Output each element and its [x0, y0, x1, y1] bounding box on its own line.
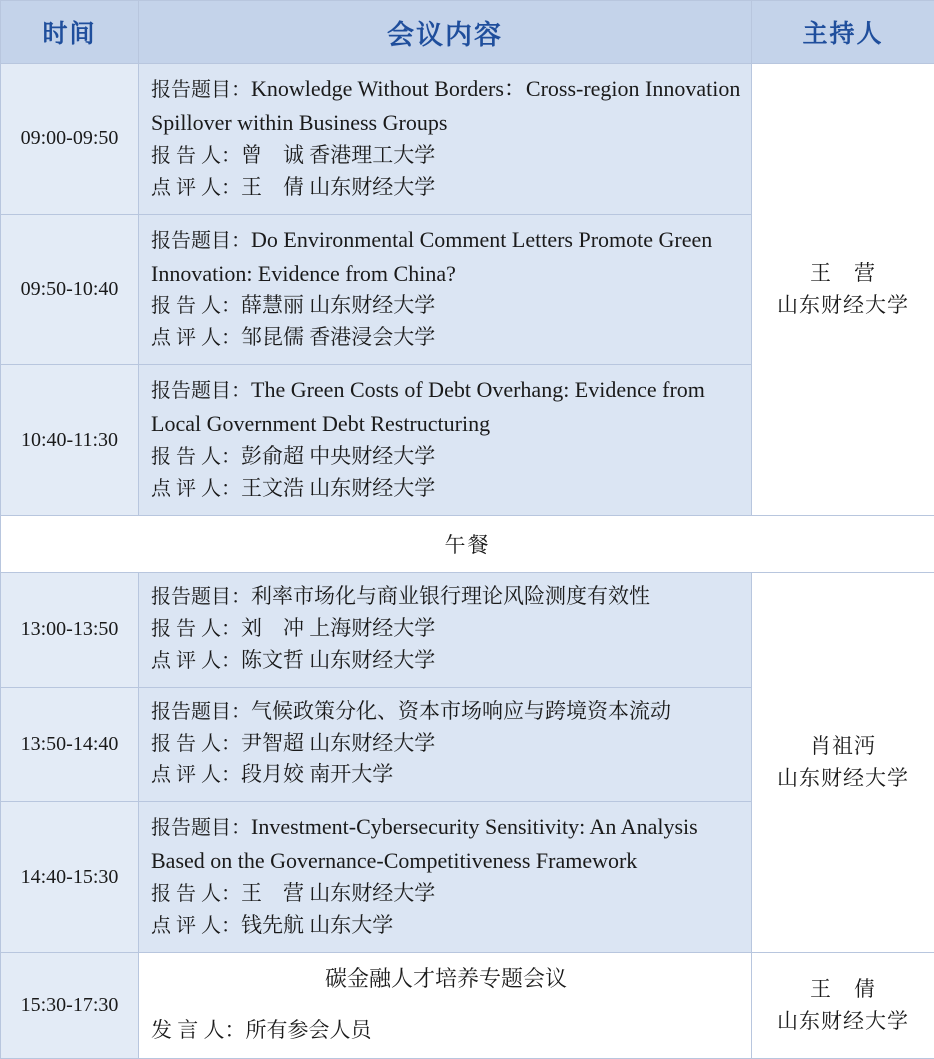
session-presenter-line	[151, 441, 741, 473]
table-row	[1, 572, 934, 687]
host-name: 王 倩	[752, 973, 934, 1006]
label-title: 报告题目：	[151, 380, 251, 402]
session-title-line	[151, 223, 741, 291]
label-discussant: 点 评 人：	[151, 327, 241, 349]
label-presenter: 报 告 人：	[151, 733, 241, 755]
session-presenter: 彭俞超 中央财经大学	[241, 444, 435, 468]
label-title: 报告题目：	[151, 230, 251, 252]
session-time: 13:50-14:40	[1, 687, 139, 802]
session-presenter: 尹智超 山东财经大学	[241, 731, 435, 755]
label-presenter: 报 告 人：	[151, 295, 241, 317]
session-content	[139, 64, 752, 215]
table-row-special	[1, 952, 934, 1058]
session-title: The Green Costs of Debt Overhang: Evidence from Local Government Debt Restructuring	[151, 377, 705, 436]
session-time: 10:40-11:30	[1, 365, 139, 516]
session-presenter-line	[151, 290, 741, 322]
session-title: 利率市场化与商业银行理论风险测度有效性	[251, 584, 650, 608]
session-time: 09:50-10:40	[1, 214, 139, 365]
session-presenter-line	[151, 613, 741, 645]
label-title: 报告题目：	[151, 817, 251, 839]
session-discussant-line	[151, 645, 741, 677]
session-discussant-line	[151, 172, 741, 204]
session-discussant: 段月姣 南开大学	[241, 762, 393, 786]
column-header-time: 时间	[1, 1, 139, 64]
session-time: 09:00-09:50	[1, 64, 139, 215]
label-presenter: 报 告 人：	[151, 883, 241, 905]
host-name: 肖祖沔	[752, 730, 934, 763]
label-presenter: 报 告 人：	[151, 145, 241, 167]
session-presenter: 薛慧丽 山东财经大学	[241, 293, 435, 317]
session-time: 14:40-15:30	[1, 802, 139, 953]
column-header-host: 主持人	[752, 1, 934, 64]
host-org: 山东财经大学	[752, 1005, 934, 1038]
label-title: 报告题目：	[151, 586, 251, 608]
label-speaker: 发 言 人：	[151, 1018, 246, 1042]
session-content	[139, 365, 752, 516]
session-host	[752, 952, 934, 1058]
session-discussant-line	[151, 759, 741, 791]
session-discussant-line	[151, 322, 741, 354]
session-discussant: 邹昆儒 香港浸会大学	[241, 325, 435, 349]
session-presenter-line	[151, 140, 741, 172]
session-discussant: 钱先航 山东大学	[241, 913, 393, 937]
label-presenter: 报 告 人：	[151, 618, 241, 640]
label-discussant: 点 评 人：	[151, 177, 241, 199]
table-row-lunch	[1, 515, 934, 572]
label-discussant: 点 评 人：	[151, 764, 241, 786]
host-name: 王 营	[752, 257, 934, 290]
label-title: 报告题目：	[151, 79, 251, 101]
session-presenter-line	[151, 728, 741, 760]
session-title-line	[151, 373, 741, 441]
session-discussant-line	[151, 473, 741, 505]
special-session-title: 碳金融人才培养专题会议	[151, 961, 741, 996]
label-discussant: 点 评 人：	[151, 650, 241, 672]
session-presenter: 王 营 山东财经大学	[241, 881, 435, 905]
session-time: 15:30-17:30	[1, 952, 139, 1058]
session-title: Investment-Cybersecurity Sensitivity: An Analysis Based on the Governance-Competitiveness Framework	[151, 814, 698, 873]
session-content	[139, 572, 752, 687]
host-org: 山东财经大学	[752, 289, 934, 322]
table-row	[1, 64, 934, 215]
session-title-line	[151, 696, 741, 728]
session-title-line	[151, 810, 741, 878]
table-header	[1, 1, 934, 64]
session-presenter: 刘 冲 上海财经大学	[241, 616, 435, 640]
session-content	[139, 802, 752, 953]
session-discussant: 陈文哲 山东财经大学	[241, 648, 435, 672]
session-title: Do Environmental Comment Letters Promote Green Innovation: Evidence from China?	[151, 227, 712, 286]
session-presenter-line	[151, 878, 741, 910]
label-presenter: 报 告 人：	[151, 446, 241, 468]
session-title-line	[151, 72, 741, 140]
session-discussant: 王文浩 山东财经大学	[241, 476, 435, 500]
label-discussant: 点 评 人：	[151, 915, 241, 937]
special-session-speaker-line	[151, 1014, 741, 1048]
session-discussant-line	[151, 910, 741, 942]
session-title: Knowledge Without Borders：Cross-region Innovation Spillover within Business Groups	[151, 76, 740, 135]
session-discussant: 王 倩 山东财经大学	[241, 175, 435, 199]
label-discussant: 点 评 人：	[151, 478, 241, 500]
session-content	[139, 214, 752, 365]
host-org: 山东财经大学	[752, 762, 934, 795]
session-time: 13:00-13:50	[1, 572, 139, 687]
session-presenter: 曾 诚 香港理工大学	[241, 143, 435, 167]
table-body	[1, 64, 934, 1059]
table-header-row	[1, 1, 934, 64]
session-title-line	[151, 581, 741, 613]
special-session-speaker: 所有参会人员	[246, 1018, 372, 1042]
session-host	[752, 64, 934, 516]
lunch-label: 午餐	[1, 515, 934, 572]
label-title: 报告题目：	[151, 701, 251, 723]
session-content	[139, 687, 752, 802]
session-host	[752, 572, 934, 952]
session-title: 气候政策分化、资本市场响应与跨境资本流动	[251, 699, 671, 723]
column-header-content: 会议内容	[139, 1, 752, 64]
special-session-content	[139, 952, 752, 1058]
